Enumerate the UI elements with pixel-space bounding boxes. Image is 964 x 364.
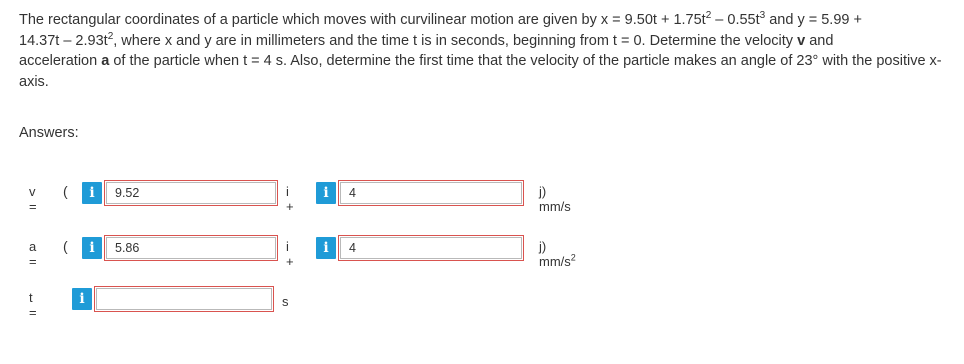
open-paren: ( — [63, 183, 68, 199]
acceleration-label: a = — [29, 239, 37, 269]
velocity-label: v = — [29, 184, 37, 214]
acceleration-x-input[interactable]: 5.86 — [106, 237, 276, 259]
problem-text: and — [805, 32, 834, 49]
info-icon[interactable]: i — [316, 182, 336, 204]
problem-text: The rectangular coordinates of a particle which moves with curvilinear motion are given by x = 9.50t + 1.75t — [19, 12, 706, 28]
exponent: 2 — [107, 30, 114, 42]
problem-statement — [19, 10, 949, 92]
i-plus-label: i + — [286, 184, 294, 214]
unit-exponent: 2 — [570, 252, 576, 263]
time-input[interactable] — [96, 288, 272, 310]
time-unit: s — [282, 294, 289, 309]
info-icon[interactable]: i — [82, 237, 102, 259]
problem-text: – 0.55t — [711, 12, 760, 28]
problem-text: of the particle when t = 4 s. Also, determine the first time that the velocity of the particle makes an angle of 23° with the positive x-axis. — [19, 53, 942, 90]
info-icon[interactable]: i — [82, 182, 102, 204]
exponent: 2 — [705, 10, 712, 22]
problem-text: 14.37t – 2.93t — [19, 32, 108, 49]
open-paren: ( — [63, 238, 68, 254]
acceleration-y-input[interactable]: 4 — [340, 237, 522, 259]
problem-text: acceleration — [19, 53, 102, 69]
velocity-y-input[interactable]: 4 — [340, 182, 522, 204]
problem-text: and y = 5.99 + — [765, 12, 862, 28]
acceleration-unit — [539, 239, 576, 269]
i-plus-label: i + — [286, 239, 294, 269]
info-icon[interactable]: i — [72, 288, 92, 310]
time-label: t = — [29, 290, 37, 320]
velocity-unit: j) mm/s — [539, 184, 571, 214]
acceleration-symbol: a — [101, 53, 110, 69]
velocity-x-input[interactable]: 9.52 — [106, 182, 276, 204]
info-icon[interactable]: i — [316, 237, 336, 259]
acceleration-unit-text: j) mm/s — [539, 239, 571, 269]
problem-text: , where x and y are in millimeters and the time t is in seconds, beginning from t = 0. Determine the velocity — [113, 32, 798, 49]
answers-heading: Answers: — [19, 125, 79, 141]
velocity-symbol: v — [797, 32, 806, 49]
exponent: 3 — [759, 10, 766, 22]
